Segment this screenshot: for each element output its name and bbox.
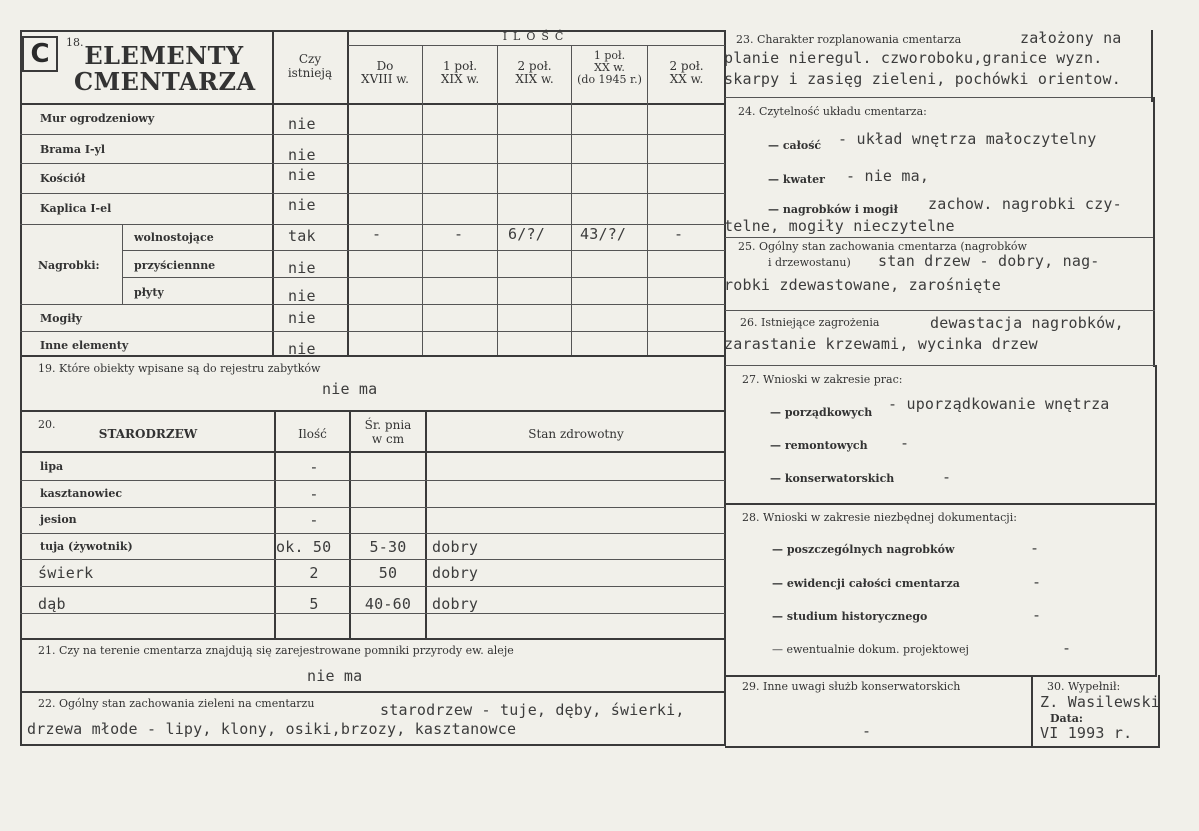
rule [20, 691, 725, 693]
tree-diameter: 40-60 [364, 595, 412, 613]
q23-answer-line3: skarpy i zasięg zieleni, pochówki orientow. [724, 70, 1121, 88]
rule [20, 331, 725, 332]
rule [1153, 97, 1155, 367]
documentation-label: — ewentualnie dokum. projektowej [772, 643, 969, 656]
period-header: 2 poł. XIX w. [515, 59, 554, 86]
documentation-label: — poszczególnych nagrobków [772, 543, 955, 556]
element-exists-value: nie [288, 146, 316, 164]
tree-header: STARODRZEW [98, 427, 198, 441]
period-header: Do XVIII w. [361, 59, 409, 86]
q27-repair-answer: - [900, 434, 910, 452]
tree-qty: 2 [309, 564, 319, 582]
element-count-value: - [674, 225, 684, 243]
q24-quarters-label: — kwater [768, 173, 825, 186]
rule [20, 533, 725, 534]
q27-order-label: — porządkowych [770, 406, 873, 419]
element-count-value: 43/?/ [580, 225, 627, 243]
title-line1: ELEMENTY [84, 41, 244, 70]
rule [20, 304, 725, 305]
q19-answer: nie ma [322, 380, 378, 398]
element-label: wolnostojące [134, 231, 214, 244]
q19-label: 19. Które obiekty wpisane są do rejestru zabytków [38, 362, 321, 375]
tree-diameter: 5-30 [369, 538, 407, 556]
q29-label: 29. Inne uwagi służb konserwatorskich [742, 680, 961, 693]
tree-health: dobry [432, 595, 479, 613]
tree-qty: 5 [309, 595, 319, 613]
tree-name: jesion [40, 513, 77, 526]
rule [725, 310, 1155, 311]
tree-header: Stan zdrowotny [528, 427, 624, 441]
rule [1151, 30, 1153, 102]
element-count-value: - [454, 225, 464, 243]
element-exists-value: nie [288, 166, 316, 184]
tree-diameter: 50 [378, 564, 398, 582]
rule [20, 163, 725, 164]
q24-graves-answer-line1: zachow. nagrobki czy- [928, 195, 1122, 213]
element-exists-value: nie [288, 259, 316, 277]
rule [725, 503, 1157, 505]
q23-answer-line2: planie nieregul. czworoboku,granice wyzn. [724, 49, 1103, 67]
documentation-value: - [1062, 639, 1072, 657]
element-label: przyściennne [134, 259, 216, 272]
element-count-value: 6/?/ [508, 225, 545, 243]
rule [20, 559, 725, 560]
q23-label: 23. Charakter rozplanowania cmentarza [736, 33, 962, 46]
documentation-value: - [1032, 606, 1042, 624]
rule [20, 586, 725, 587]
rule [497, 45, 498, 356]
q27-label: 27. Wnioski w zakresie prac: [742, 373, 903, 386]
tree-header: Ilość [298, 427, 327, 441]
rule [725, 237, 1155, 238]
element-exists-value: nie [288, 309, 316, 327]
rule [20, 410, 725, 412]
element-label: Mur ogrodzeniowy [40, 112, 155, 125]
q21-label: 21. Czy na terenie cmentarza znajdują się zarejestrowane pomniki przyrody ew. aleje [38, 644, 514, 657]
q24-whole-answer: - układ wnętrza małoczytelny [838, 130, 1097, 148]
rule [571, 45, 572, 356]
rule [725, 97, 1153, 98]
element-count-value: - [372, 225, 382, 243]
q24-quarters-answer: - nie ma, [846, 167, 930, 185]
q25-answer-line2: robki zdewastowane, zarośnięte [724, 276, 1001, 294]
tree-qty: - [309, 485, 319, 503]
element-label: Mogiły [40, 312, 83, 325]
q26-answer-line2: zarastanie krzewami, wycinka drzew [724, 335, 1038, 353]
rule [122, 277, 725, 278]
rule [20, 451, 725, 453]
element-exists-value: nie [288, 196, 316, 214]
q26-answer-line1: dewastacja nagrobków, [930, 314, 1124, 332]
element-label: płyty [134, 286, 164, 299]
rule [20, 103, 725, 105]
tree-name: lipa [40, 460, 64, 473]
element-label: Kaplica I-el [40, 202, 112, 215]
q27-conserv-answer: - [942, 468, 952, 486]
rule [20, 507, 725, 508]
rule [1155, 365, 1157, 677]
tree-qty: - [309, 511, 319, 529]
rule [20, 193, 725, 194]
q27-conserv-label: — konserwatorskich [770, 472, 895, 485]
rule [725, 675, 1157, 677]
rule [122, 224, 123, 304]
q29-answer: - [862, 722, 872, 740]
tree-qty: ok. 50 [276, 538, 332, 556]
rule [1158, 675, 1160, 747]
q25-label-line1: 25. Ogólny stan zachowania cmentarza (nagrobków [738, 240, 1027, 253]
q22-answer-line2: drzewa młode - lipy, klony, osiki,brzozy, kasztanowce [27, 720, 517, 738]
q22-answer-line1: starodrzew - tuje, dęby, świerki, [380, 701, 685, 719]
element-label: Brama I-yl [40, 143, 106, 156]
q30-date: VI 1993 r. [1040, 724, 1133, 742]
documentation-label: — studium historycznego [772, 610, 928, 623]
rule [348, 45, 725, 46]
rule [20, 744, 726, 746]
rule [20, 355, 725, 357]
q27-order-answer: - uporządkowanie wnętrza [888, 395, 1110, 413]
tree-health: dobry [432, 564, 479, 582]
rule [20, 613, 725, 614]
element-group-label: Nagrobki: [38, 259, 100, 272]
q24-label: 24. Czytelność układu cmentarza: [738, 105, 927, 118]
q25-answer-line1: stan drzew - dobry, nag- [878, 252, 1100, 270]
section-letter-box: C [22, 36, 58, 72]
q30-date-label: Data: [1050, 712, 1083, 725]
rule [725, 365, 1155, 366]
tree-name: dąb [38, 595, 66, 613]
q22-label: 22. Ogólny stan zachowania zieleni na cmentarzu [38, 697, 315, 710]
element-label: Kościół [40, 172, 86, 185]
tree-qty: - [309, 458, 319, 476]
tree-name: świerk [38, 564, 94, 582]
rule [20, 480, 725, 481]
period-header: 2 poł. XX w. [669, 59, 704, 86]
q24-graves-label: — nagrobków i mogił [768, 203, 898, 216]
rule [647, 45, 648, 356]
q23-answer-line1: założony na [1020, 29, 1122, 47]
period-header: 1 poł. XX w. (do 1945 r.) [577, 49, 642, 86]
documentation-label: — ewidencji całości cmentarza [772, 577, 960, 590]
documentation-value: - [1030, 539, 1040, 557]
q30-filled-by: Z. Wasilewski [1040, 693, 1160, 711]
q21-answer: nie ma [307, 667, 363, 685]
q28-label: 28. Wnioski w zakresie niezbędnej dokumentacji: [742, 511, 1017, 524]
section-number: 18. [66, 36, 84, 49]
q20-number: 20. [38, 418, 56, 431]
exists-header: Czy istnieją [287, 52, 333, 80]
q27-repair-label: — remontowych [770, 439, 868, 452]
period-header: 1 poł. XIX w. [440, 59, 480, 86]
tree-name: tuja (żywotnik) [40, 540, 133, 553]
q25-label-line2: i drzewostanu) [768, 256, 851, 269]
rule [122, 250, 725, 251]
q26-label: 26. Istniejące zagrożenia [740, 316, 880, 329]
rule [20, 134, 725, 135]
tree-name: kasztanowiec [40, 487, 123, 500]
rule [422, 45, 423, 356]
rule [20, 638, 725, 640]
title-line2: CMENTARZA [74, 67, 256, 96]
element-exists-value: nie [288, 115, 316, 133]
quantity-header: ILOŚĆ [502, 30, 570, 43]
tree-health: dobry [432, 538, 479, 556]
rule [725, 746, 1160, 748]
q30-label: 30. Wypełnił: [1047, 680, 1121, 693]
rule [425, 410, 427, 638]
q24-whole-label: — całość [768, 139, 822, 152]
element-exists-value: nie [288, 287, 316, 305]
tree-header: Śr. pnia w cm [364, 418, 412, 446]
q24-graves-answer-line2: telne, mogiły nieczytelne [724, 217, 955, 235]
element-exists-value: tak [288, 227, 316, 245]
element-label: Inne elementy [40, 339, 129, 352]
documentation-value: - [1032, 573, 1042, 591]
element-exists-value: nie [288, 340, 316, 358]
rule [1031, 675, 1033, 747]
